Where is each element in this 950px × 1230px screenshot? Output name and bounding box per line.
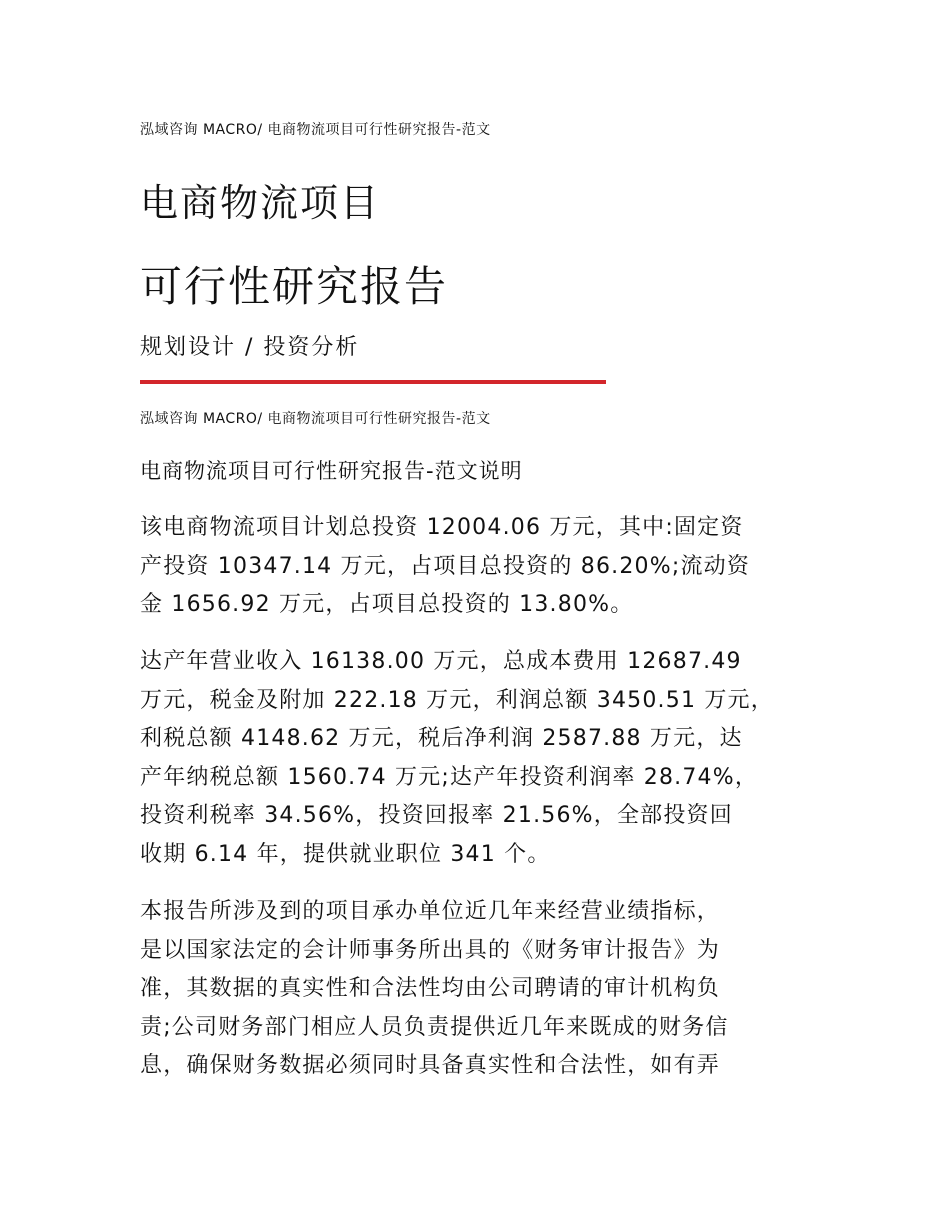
- paragraph-line: 投资利税率 34.56%，投资回报率 21.56%，全部投资回: [140, 803, 733, 828]
- paragraph-line: 金 1656.92 万元，占项目总投资的 13.80%。: [140, 592, 634, 617]
- paragraph-line: 是以国家法定的会计师事务所出具的《财务审计报告》为: [140, 937, 721, 963]
- paragraph-line: 万元，税金及附加 222.18 万元，利润总额 3450.51 万元，: [140, 687, 774, 713]
- paragraph-line: 息，确保财务数据必须同时具备真实性和合法性，如有弄: [140, 1053, 721, 1078]
- running-header-body: 泓域咨询 MACRO/ 电商物流项目可行性研究报告-范文: [140, 411, 491, 427]
- paragraph-line: 准，其数据的真实性和合法性均由公司聘请的审计机构负: [140, 976, 721, 1001]
- paragraph-revenue: [140, 643, 820, 874]
- cover-subtitle: 规划设计 / 投资分析: [140, 335, 360, 360]
- paragraph-line: 利税总额 4148.62 万元，税后净利润 2587.88 万元，达: [140, 726, 743, 751]
- paragraph-line: 收期 6.14 年，提供就业职位 341 个。: [140, 841, 551, 867]
- paragraph-investment: [140, 509, 820, 625]
- paragraph-line: 达产年营业收入 16138.00 万元，总成本费用 12687.49: [140, 649, 742, 674]
- running-header: 泓域咨询 MACRO/ 电商物流项目可行性研究报告-范文: [140, 122, 491, 138]
- paragraph-line: 本报告所涉及到的项目承办单位近几年来经营业绩指标，: [140, 899, 721, 924]
- paragraph-audit: [140, 893, 820, 1086]
- red-divider: [140, 380, 606, 384]
- section-title: 电商物流项目可行性研究报告-范文说明: [140, 459, 523, 483]
- cover-title-line2: 可行性研究报告: [140, 262, 449, 311]
- paragraph-line: 责;公司财务部门相应人员负责提供近几年来既成的财务信: [140, 1014, 729, 1040]
- paragraph-line: 该电商物流项目计划总投资 12004.06 万元，其中:固定资: [140, 515, 744, 540]
- cover-title-line1: 电商物流项目: [140, 181, 381, 225]
- paragraph-line: 产投资 10347.14 万元，占项目总投资的 86.20%;流动资: [140, 553, 751, 579]
- paragraph-line: 产年纳税总额 1560.74 万元;达产年投资利润率 28.74%，: [140, 764, 759, 790]
